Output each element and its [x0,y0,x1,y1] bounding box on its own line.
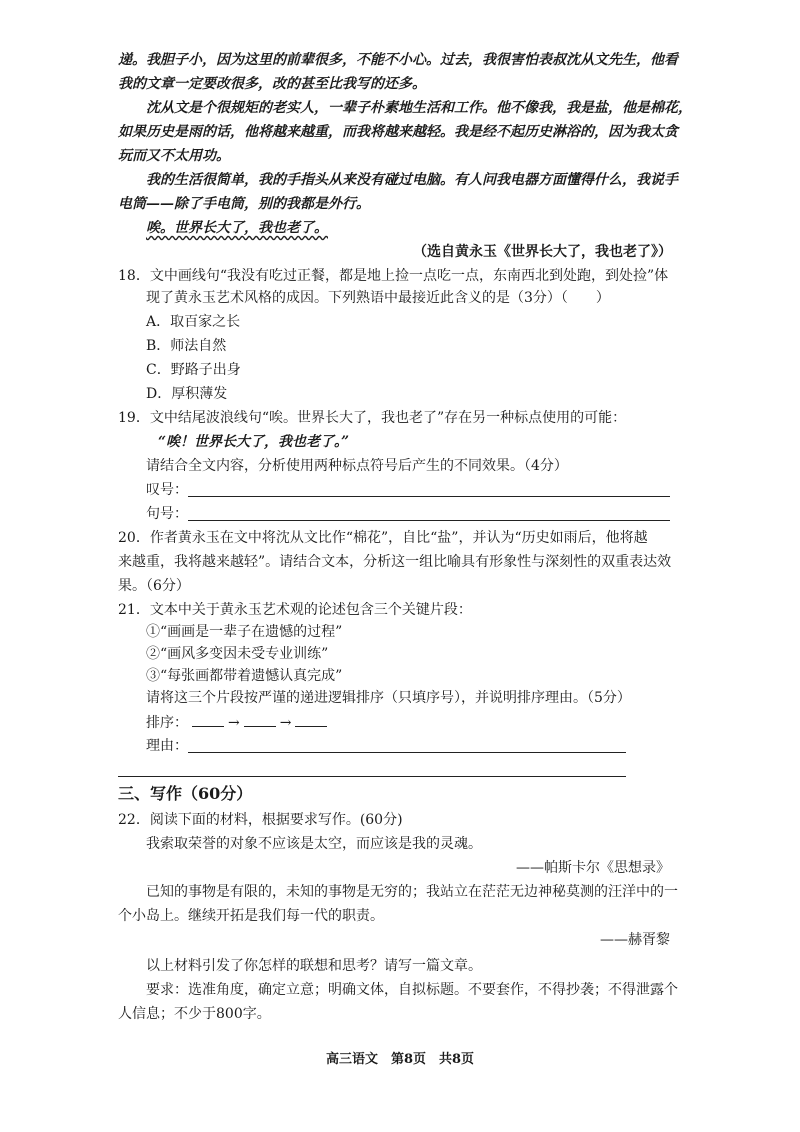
question-21-stem: 21．文本中关于黄永玉艺术观的论述包含三个关键片段： [118,602,472,618]
option-a: A．取百家之长 [146,314,241,330]
wavy-underlined-sentence: 唉。世界长大了，我也老了。 [146,220,328,236]
question-19-quote: “唉！世界长大了，我也老了。” [158,434,350,450]
passage-line: 递。我胆子小，因为这里的前辈很多，不能不小心。过去，我很害怕表叔沈从文先生，他看 [118,52,678,68]
passage-line: 如果历史是雨的话，他将越来越重，而我将越来越轻。我是经不起历史淋浴的，因为我太贪 [118,124,678,140]
option-b: B．师法自然 [146,338,227,354]
arrow-icon: → [279,715,292,731]
question-20-stem: 20．作者黄永玉在文中将沈从文比作“棉花”，自比“盐”，并认为“历史如雨后，他将越 [118,530,648,546]
writing-requirements: 要求：选准角度，确定立意；明确文体，自拟标题。不要套作，不得抄袭；不得泄露个 [146,982,678,998]
writing-section-title: 三、写作（60分） [118,784,253,803]
sort-row [146,712,331,733]
material-quote-2: 已知的事物是有限的，未知的事物是无穷的；我站立在茫茫无边神秘莫测的汪洋中的一 [146,884,678,900]
passage-line: 玩而又不太用功。 [118,148,230,164]
page-footer: 高三语文 第8页 共8页 [325,1052,475,1067]
passage-line: 我的生活很简单，我的手指头从来没有碰过电脑。有人问我电器方面懂得什么，我说手 [146,172,678,188]
question-19-stem: 19．文中结尾波浪线句“唉。世界长大了，我也老了”存在另一种标点使用的可能： [118,410,627,426]
reason-label: 理由： [146,738,188,754]
passage-line: 我的文章一定要改很多，改的甚至比我写的还多。 [118,76,426,92]
material-quote-2: 个小岛上。继续开拓是我们每一代的职责。 [118,908,384,924]
reason-answer-line[interactable] [188,752,626,753]
sort-label: 排序： [146,715,188,731]
writing-prompt: 以上材料引发了你怎样的联想和思考？请写一篇文章。 [146,958,482,974]
fragment-1: ①“画画是一辈子在遗憾的过程” [146,624,343,640]
passage-line: 电筒——除了手电筒，别的我都是外行。 [118,196,370,212]
arrow-icon: → [228,715,240,731]
question-20-stem: 来越重，我将越来越轻”。请结合文本，分析这一组比喻具有形象性与深刻性的双重表达效 [118,554,672,570]
option-c: C．野路子出身 [146,362,241,378]
sort-blank-1[interactable] [192,712,224,727]
sort-blank-3[interactable] [295,712,327,727]
question-22-stem: 22．阅读下面的材料，根据要求写作。(60分) [118,812,403,828]
option-d: D．厚积薄发 [146,386,228,402]
material-attribution-1: ——帕斯卡尔《思想录》 [516,860,670,876]
sort-blank-2[interactable] [244,712,276,727]
question-21-instruction: 请将这三个片段按严谨的递进逻辑排序（只填序号），并说明排序理由。（5分） [146,690,631,706]
writing-requirements: 人信息；不少于800字。 [118,1006,271,1022]
reason-answer-line-2[interactable] [118,776,626,777]
question-18-stem: 18．文中画线句“我没有吃过正餐，都是地上捡一点吃一点，东南西北到处跑，到处捡”体 [118,268,669,284]
material-quote-1: 我索取荣誉的对象不应该是太空，而应该是我的灵魂。 [146,836,482,852]
fragment-2: ②“画风多变因未受专业训练” [146,646,329,662]
material-attribution-2: ——赫胥黎 [600,932,670,948]
passage-source: （选自黄永玉《世界长大了，我也老了》） [413,244,672,260]
exclamation-answer-line[interactable] [188,496,670,497]
exclamation-label: 叹号： [146,482,188,498]
passage-line: 沈从文是个很规矩的老实人，一辈子朴素地生活和工作。他不像我，我是盐，他是棉花， [146,100,692,116]
fragment-3: ③“每张画都带着遗憾认真完成” [146,668,343,684]
question-20-stem: 果。（6分） [118,578,190,594]
question-18-stem: 现了黄永玉艺术风格的成因。下列熟语中最接近此含义的是（3分）（ ） [146,290,610,306]
period-label: 句号： [146,506,188,522]
question-19-instruction: 请结合全文内容，分析使用两种标点符号后产生的不同效果。（4分） [146,458,568,474]
period-answer-line[interactable] [188,520,670,521]
